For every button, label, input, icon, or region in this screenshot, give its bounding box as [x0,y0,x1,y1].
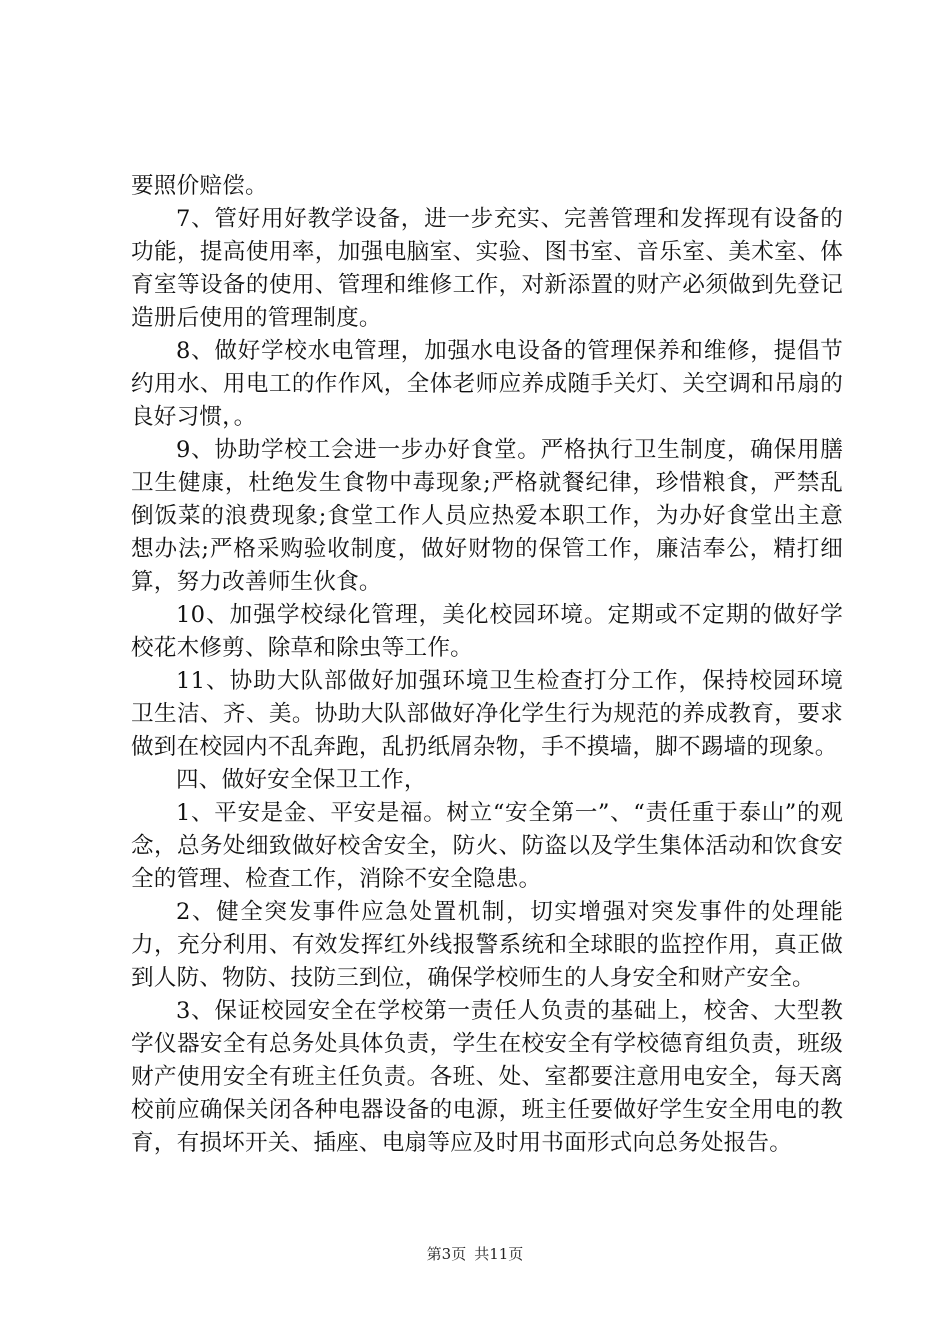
page-footer [0,1244,950,1264]
paragraph-item-9: 9、协助学校工会进一步办好食堂。严格执行卫生制度，确保用膳卫生健康，杜绝发生食物中毒现象;严格就餐纪律，珍惜粮食，严禁乱倒饭菜的浪费现象;食堂工作人员应热爱本职工作，为办好食堂出主意想办法;严格采购验收制度，做好财物的保管工作，廉洁奉公，精打细算，努力改善师生伙食。 [131,437,843,595]
paragraph-safety-2: 2、健全突发事件应急处置机制，切实增强对突发事件的处理能力，充分利用、有效发挥红外线报警系统和全球眼的监控作用，真正做到人防、物防、技防三到位，确保学校师生的人身安全和财产安全。 [131,899,843,991]
paragraph-item-11: 11、协助大队部做好加强环境卫生检查打分工作，保持校园环境卫生洁、齐、美。协助大队部做好净化学生行为规范的养成教育，要求做到在校园内不乱奔跑，乱扔纸屑杂物，手不摸墙，脚不踢墙的现象。 [131,668,843,760]
page-total: 共11页 [474,1245,524,1263]
paragraph-continuation: 要照价赔偿。 [131,173,268,199]
paragraph-safety-3: 3、保证校园安全在学校第一责任人负责的基础上，校舍、大型教学仪器安全有总务处具体负责，学生在校安全有学校德育组负责，班级财产使用安全有班主任负责。各班、处、室都要注意用电安全，每天离校前应确保关闭各种电器设备的电源，班主任要做好学生安全用电的教育，有损坏开关、插座、电扇等应及时用书面形式向总务处报告。 [131,998,843,1156]
paragraph-item-8: 8、做好学校水电管理，加强水电设备的管理保养和维修，提倡节约用水、用电工的作作风，全体老师应养成随手关灯、关空调和吊扇的良好习惯，。 [131,338,843,430]
document-body [131,170,843,1160]
page-number: 第3页 [426,1245,467,1263]
paragraph-item-7: 7、管好用好教学设备，进一步充实、完善管理和发挥现有设备的功能，提高使用率，加强电脑室、实验、图书室、音乐室、美术室、体育室等设备的使用、管理和维修工作，对新添置的财产必须做到先登记造册后使用的管理制度。 [131,206,843,331]
paragraph-item-10: 10、加强学校绿化管理，美化校园环境。定期或不定期的做好学校花木修剪、除草和除虫等工作。 [131,602,843,661]
paragraph-safety-1: 1、平安是金、平安是福。树立“安全第一”、“责任重于泰山”的观念，总务处细致做好校舍安全，防火、防盗以及学生集体活动和饮食安全的管理、检查工作，消除不安全隐患。 [131,800,843,892]
section-heading-safety: 四、做好安全保卫工作， [176,767,427,793]
